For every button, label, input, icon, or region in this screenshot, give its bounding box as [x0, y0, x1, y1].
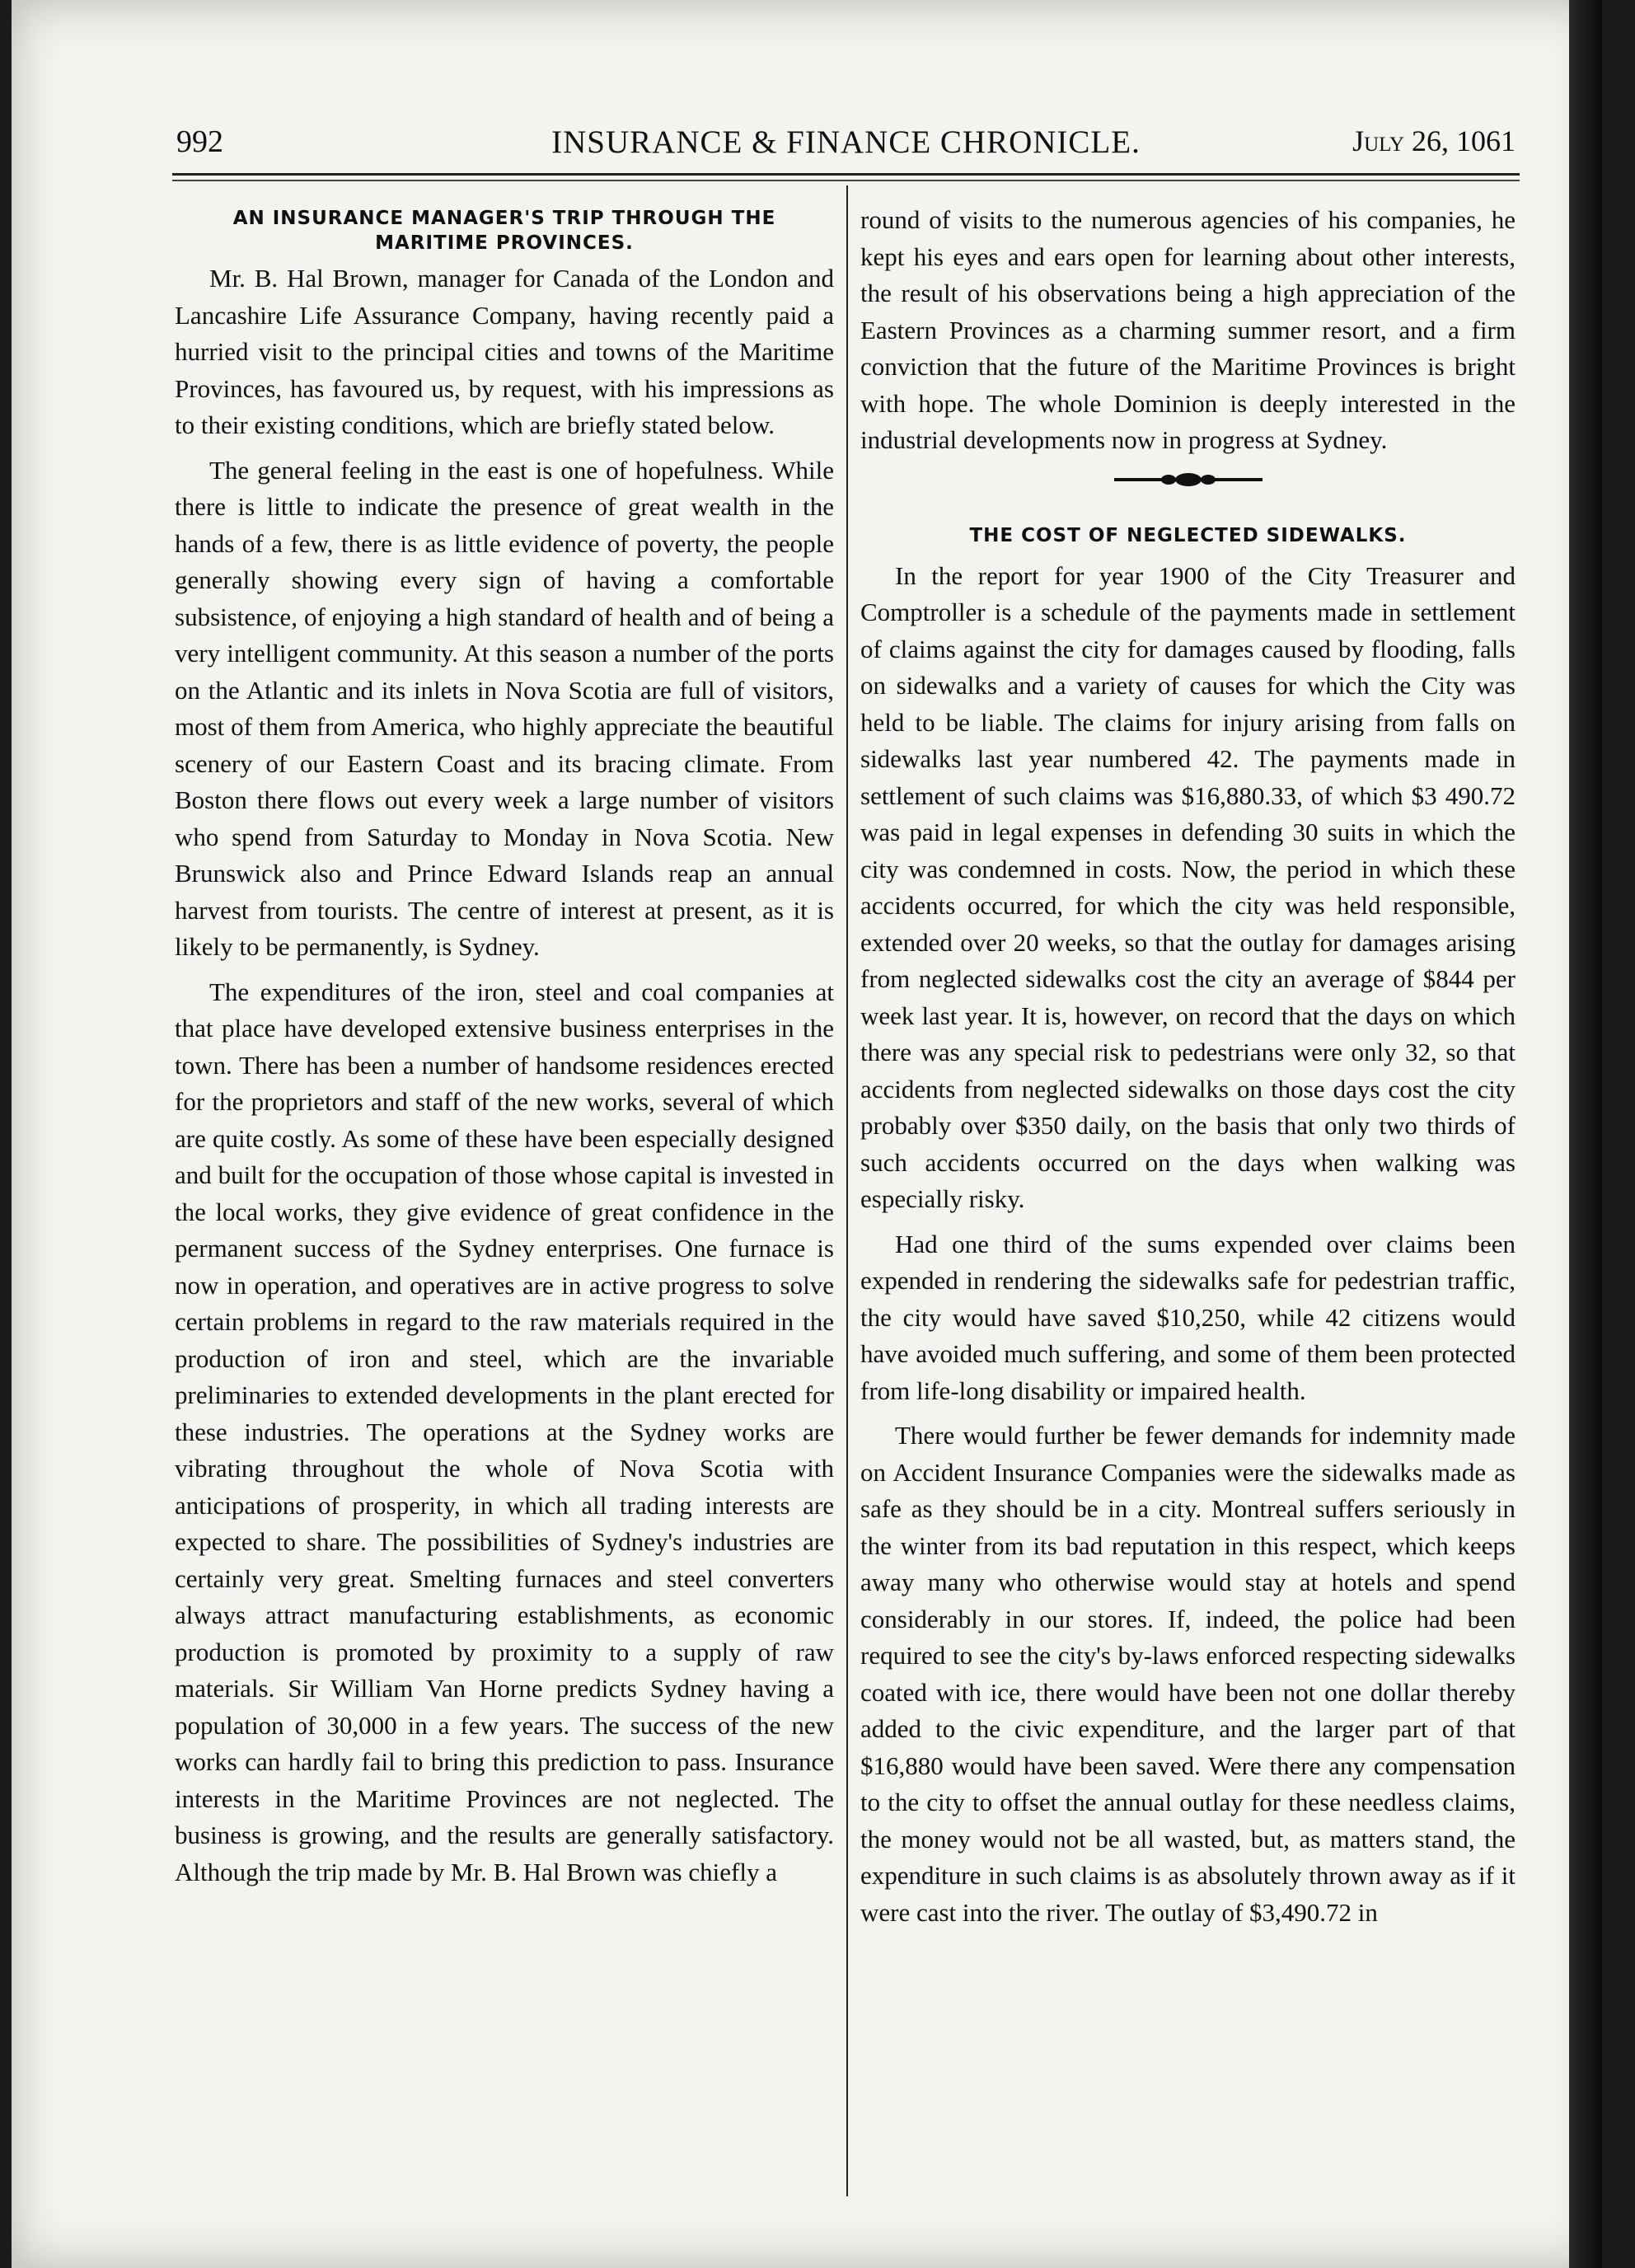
issue-date: July 26, 1061 — [1352, 124, 1516, 157]
maritime-paragraph-1: Mr. B. Hal Brown, manager for Canada of the London and Lancashire Life Assurance Company, having recently paid a hurried visit to the principal cities and towns of the Maritime Provinces, has favoured us, by request, with his impressions as to their existing conditions, which are briefly stated below. — [175, 264, 834, 439]
page-number: 992 — [176, 124, 223, 159]
maritime-paragraph-3: The expenditures of the iron, steel and coal companies at that place have developed extensive business enterprises in the town. There has been a number of handsome residences erected for the proprietors and staff of the new works, several of which are quite costly. As some of these have been especially designed and built for the occupation of those whose capital is invested in the local works, they give evidence of great confidence in the permanent success of the Sydney enterprises. One furnace is now in operation, and operatives are in active progress to solve certain problems in regard to the raw materials required in the production of iron and steel, which are the invariable preliminaries to extended developments in the plant erected for these industries. The operations at the Sydney works are vibrating throughout the whole of Nova Scotia with anticipations of prosperity, in which all trading interests are expected to share. The possibilities of Sydney's industries are certainly very great. Smelting furnaces and steel converters always attract manufacturing establishments, as economic production is promoted by proximity to a supply of raw materials. Sir William Van Horne predicts Sydney having a population of 30,000 in a few years. The success of the new works can hardly fail to bring this prediction to pass. Insurance interests in the Maritime Provinces are not neglected. The business is growing, and the results are generally satisfactory. Although the trip made by Mr. B. Hal Brown was chiefly a — [175, 977, 834, 1886]
page-header — [176, 124, 1516, 165]
journal-title: INSURANCE & FINANCE CHRONICLE. — [551, 124, 1141, 160]
scan-edge-shadow — [1569, 0, 1602, 2268]
newspaper-page — [12, 0, 1602, 2268]
section-divider-ornament-icon — [860, 467, 1516, 504]
right-column — [860, 202, 1516, 1939]
sidewalks-paragraph-3: There would further be fewer demands for indemnity made on Accident Insurance Companies were the sidewalks made as safe as they should be in a city. Montreal suffers seriously in the winter from its bad reputation in this respect, which keeps away many who otherwise would stay at hotels and spend considerably in our stores. If, indeed, the police had been required to see the city's by-laws enforced respecting sidewalks coated with ice, there would have been not one dollar thereby added to the civic expenditure, and the larger part of that $16,880 would have been saved. Were there any compensation to the city to offset the annual outlay for these needless claims, the money would not be all wasted, but, as matters stand, the expenditure in such claims is as absolutely thrown away as if it were cast into the river. The outlay of $3,490.72 in — [860, 1421, 1516, 1927]
maritime-article-headline: AN INSURANCE MANAGER'S TRIP THROUGH THE MARITIME PROVINCES. — [232, 208, 776, 254]
maritime-paragraph-2: The general feeling in the east is one of hopefulness. While there is little to indicate the presence of great wealth in the hands of a few, there is as little evidence of poverty, the people generally showing every sign of having a comfortable subsistence, of enjoying a high standard of health and of being a very intelligent community. At this season a number of the ports on the Atlantic and its inlets in Nova Scotia are full of visitors, most of them from America, who highly appreciate the beautiful scenery of our Eastern Coast and its bracing climate. From Boston there flows out every week a large number of visitors who spend from Saturday to Monday in Nova Scotia. New Brunswick also and Prince Edward Islands reap an annual harvest from tourists. The centre of interest at present, as it is likely to be permanently, is Sydney. — [175, 455, 834, 961]
header-rule — [172, 173, 1520, 181]
maritime-continuation: round of visits to the numerous agencies of his companies, he kept his eyes and ears open for learning about other interests, the result of his observations being a high appreciation of the Eastern Provinces as a charming summer resort, and a firm conviction that the future of the Maritime Provinces is bright with hope. The whole Dominion is deeply interested in the industrial developments now in progress at Sydney. — [860, 205, 1516, 454]
column-divider — [846, 185, 848, 2196]
sidewalks-article-headline: THE COST OF NEGLECTED SIDEWALKS. — [969, 524, 1407, 546]
sidewalks-paragraph-2: Had one third of the sums expended over claims been expended in rendering the sidewalks safe for pedestrian traffic, the city would have saved $10,250, while 42 citizens would have avoided much suffering, and some of them been protected from life-long disability or impaired health. — [860, 1229, 1516, 1405]
left-column — [175, 206, 834, 1899]
sidewalks-paragraph-1: In the report for year 1900 of the City Treasurer and Comptroller is a schedule of the payments made in settlement of claims against the city for damages caused by flooding, falls on sidewalks and a variety of causes for which the City was held to be liable. The claims for injury arising from falls on sidewalks last year numbered 42. The payments made in settlement of such claims was $16,880.33, of which $3 490.72 was paid in legal expenses in defending 30 suits in which the city was condemned in costs. Now, the period in which these accidents occurred, for which the city was held responsible, extended over 20 weeks, so that the outlay for damages arising from neglected sidewalks cost the city an average of $844 per week last year. It is, however, on record that the days on which there was any special risk to pedestrians were only 32, so that accidents from neglected sidewalks on those days cost the city probably over $350 daily, on the basis that only two thirds of such accidents occurred on the days when walking was especially risky. — [860, 560, 1516, 1213]
